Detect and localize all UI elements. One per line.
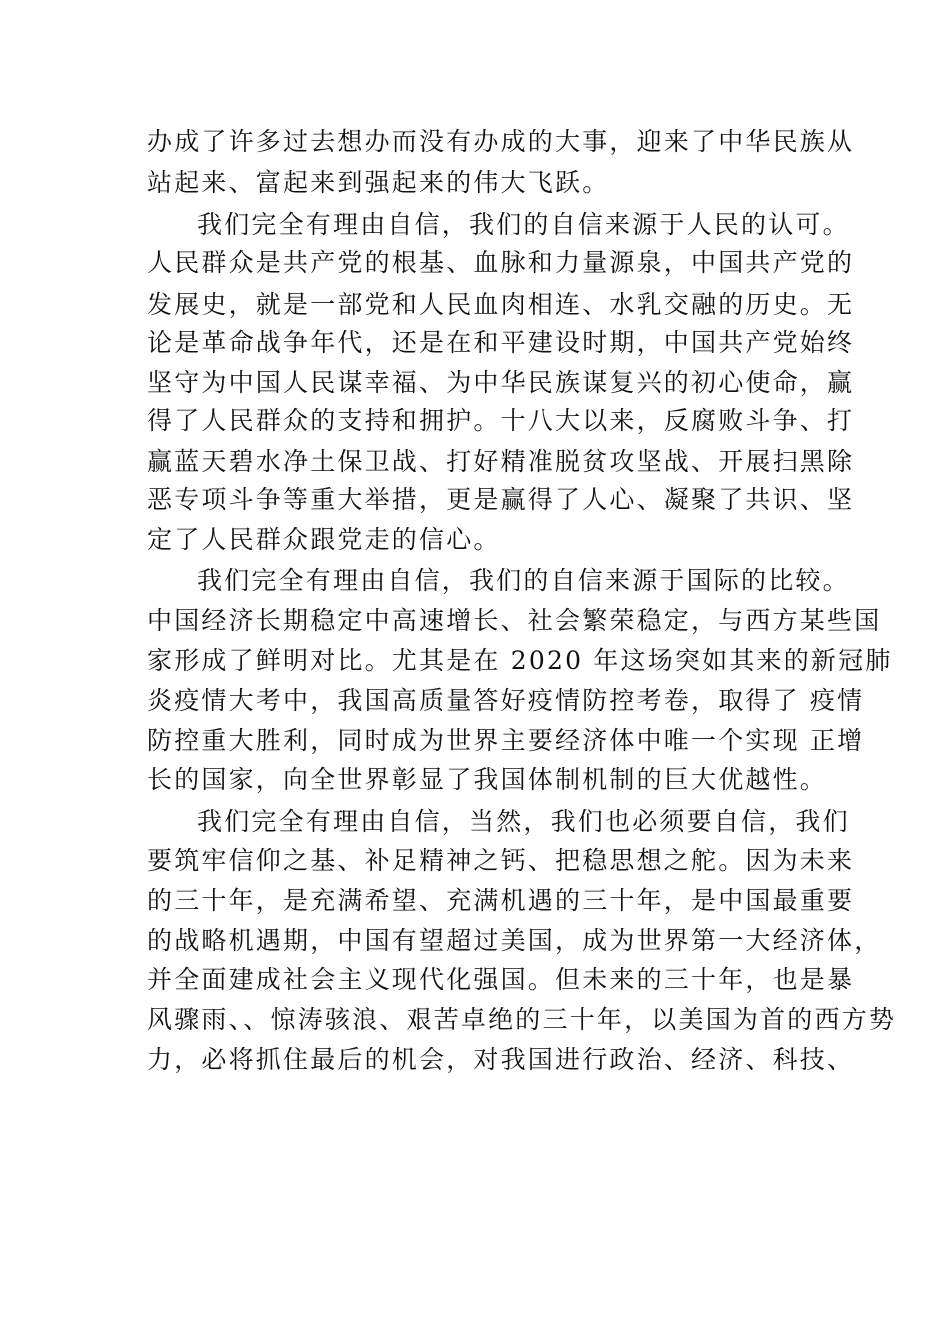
paragraph-start-line: 我们完全有理由自信，当然，我们也必须要自信，我们 bbox=[197, 807, 850, 836]
text-line: 的战略机遇期，中国有望超过美国，成为世界第一大经济体， bbox=[147, 926, 882, 955]
text-line: 坚守为中国人民谋幸福、为中华民族谋复兴的初心使命，赢 bbox=[147, 368, 855, 397]
text-line: 站起来、富起来到强起来的伟大飞跃。 bbox=[147, 168, 610, 197]
text-line: 的三十年，是充满希望、充满机遇的三十年，是中国最重要 bbox=[147, 886, 855, 915]
text-line: 防控重大胜利，同时成为世界主要经济体中唯一个实现 正增 bbox=[147, 726, 865, 755]
text-line: 并全面建成社会主义现代化强国。但未来的三十年，也是暴 bbox=[147, 965, 855, 994]
text-line: 风骤雨、、惊涛骇浪、艰苦卓绝的三十年，以美国为首的西方势 bbox=[147, 1005, 897, 1034]
paragraph-start-line: 我们完全有理由自信，我们的自信来源于人民的认可。 bbox=[197, 210, 850, 239]
text-line: 中国经济长期稳定中高速增长、社会繁荣稳定，与西方某些国 bbox=[147, 606, 882, 635]
text-line: 人民群众是共产党的根基、血脉和力量源泉，中国共产党的 bbox=[147, 248, 855, 277]
text-line: 赢蓝天碧水净土保卫战、打好精准脱贫攻坚战、开展扫黑除 bbox=[147, 447, 855, 476]
text-line: 办成了许多过去想办而没有办成的大事，迎来了中华民族从 bbox=[147, 127, 855, 156]
paragraph-start-line: 我们完全有理由自信，我们的自信来源于国际的比较。 bbox=[197, 566, 850, 595]
text-line: 家形成了鲜明对比。尤其是在 2020 年这场突如其来的新冠肺 bbox=[147, 646, 893, 675]
text-line: 定了人民群众跟党走的信心。 bbox=[147, 525, 501, 554]
text-line: 长的国家，向全世界彰显了我国体制机制的巨大优越性。 bbox=[147, 765, 828, 794]
text-line: 力，必将抓住最后的机会，对我国进行政治、经济、科技、 bbox=[147, 1045, 855, 1074]
text-line: 发展史，就是一部党和人民血肉相连、水乳交融的历史。无 bbox=[147, 290, 855, 319]
text-line: 得了人民群众的支持和拥护。十八大以来，反腐败斗争、打 bbox=[147, 406, 855, 435]
text-line: 炎疫情大考中，我国高质量答好疫情防控考卷，取得了 疫情 bbox=[147, 686, 865, 715]
text-line: 论是革命战争年代，还是在和平建设时期，中国共产党始终 bbox=[147, 328, 855, 357]
text-line: 要筑牢信仰之基、补足精神之钙、把稳思想之舵。因为未来 bbox=[147, 846, 855, 875]
text-line: 恶专项斗争等重大举措，更是赢得了人心、凝聚了共识、坚 bbox=[147, 485, 855, 514]
